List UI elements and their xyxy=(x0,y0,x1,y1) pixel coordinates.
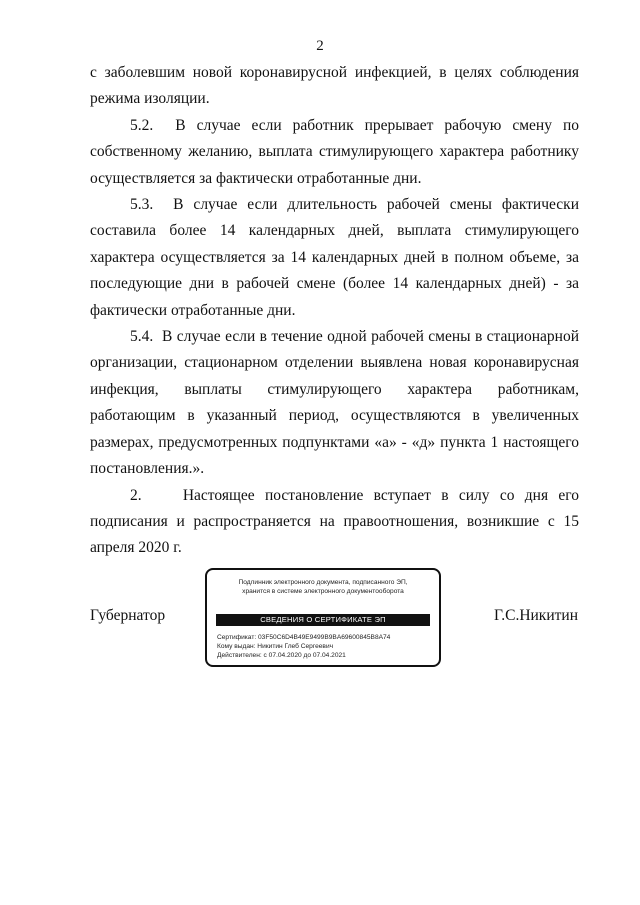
signatory-title: Губернатор xyxy=(90,607,166,624)
stamp-issued-to: Кому выдан: Никитин Глеб Сергеевич xyxy=(217,642,334,650)
paragraph-continuation: с заболевшим новой коронавирусной инфекцией, в целях соблюдения режима изоляции. xyxy=(90,64,579,108)
stamp-notice-line: хранится в системе электронного документооборота xyxy=(242,588,404,595)
paragraph-5-4: 5.4. В случае если в течение одной рабочей смены в стационарной организации, стационарном отделении выявлена новая коронавирусная инфекция, выплаты стимулирующего характера работникам, работающим в указанный период, осуществляются в увеличенных размерах, предусмотренных подпунктами «а» - «д» пункта 1 настоящего постановления.». xyxy=(90,328,579,478)
signatory-name: Г.С.Никитин xyxy=(494,607,578,624)
document-body xyxy=(90,60,579,562)
page-number: 2 xyxy=(316,38,324,54)
paragraph-2: 2. Настоящее постановление вступает в силу со дня его подписания и распространяется на правоотношения, возникшие с 15 апреля 2020 г. xyxy=(90,486,579,557)
stamp-notice xyxy=(207,578,439,596)
paragraph-5-3: 5.3. В случае если длительность рабочей смены фактически составила более 14 календарных дней, выплата стимулирующего характера осуществляется за 14 календарных дней в полном объеме, за последующие дни в рабочей смене (более 14 календарных дней) - за фактически отработанные дни. xyxy=(90,196,579,319)
stamp-certificate-header: СВЕДЕНИЯ О СЕРТИФИКАТЕ ЭП xyxy=(216,614,430,626)
stamp-certificate-details xyxy=(217,634,433,660)
stamp-notice-line: Подлинник электронного документа, подписанного ЭП, xyxy=(238,579,408,586)
electronic-signature-stamp xyxy=(205,568,441,667)
paragraph-5-2: 5.2. В случае если работник прерывает рабочую смену по собственному желанию, выплата стимулирующего характера работнику осуществляется за фактически отработанные дни. xyxy=(90,116,579,187)
stamp-validity: Действителен: с 07.04.2020 до 07.04.2021 xyxy=(217,651,346,659)
stamp-certificate-serial: Сертификат: 03F50C6D4B49E9499B9BA69600845B8A74 xyxy=(217,634,391,641)
